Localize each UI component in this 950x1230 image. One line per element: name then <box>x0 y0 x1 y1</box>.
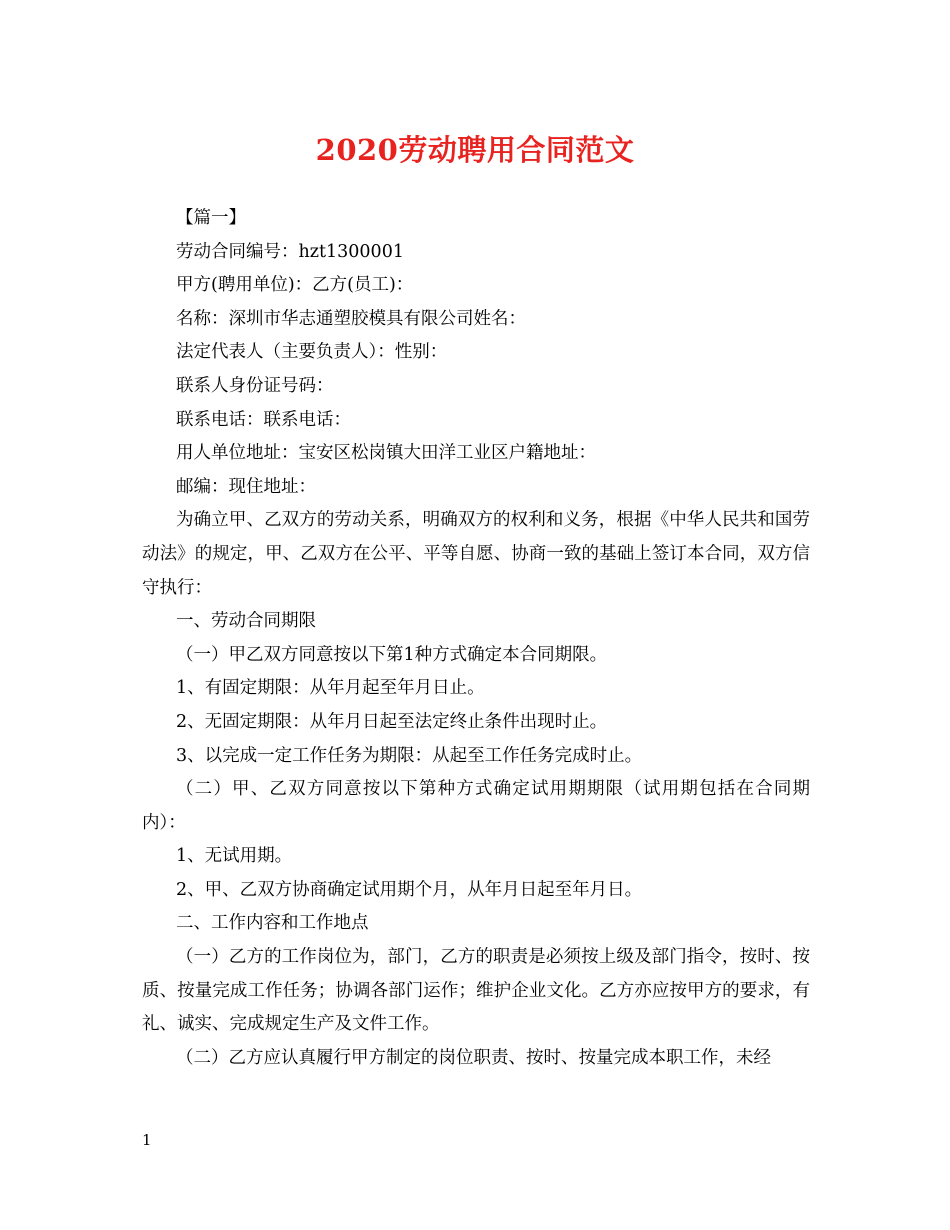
paragraph: 2、甲、乙双方协商确定试用期个月，从年月日起至年月日。 <box>176 879 643 900</box>
paragraph: 3、以完成一定工作任务为期限：从起至工作任务完成时止。 <box>176 745 643 766</box>
paragraph: （二）乙方应认真履行甲方制定的岗位职责、按时、按量完成本职工作，未经 <box>176 1047 771 1068</box>
paragraph: 名称：深圳市华志通塑胶模具有限公司姓名： <box>176 308 526 329</box>
paragraph: 2、无固定期限：从年月日起至法定终止条件出现时止。 <box>176 711 608 732</box>
document-body <box>142 202 810 1075</box>
paragraph: （一）甲乙双方同意按以下第1种方式确定本合同期限。 <box>176 644 608 665</box>
paragraph: 为确立甲、乙双方的劳动关系，明确双方的权利和义务，根据《中华人民共和国劳动法》的规定，甲、乙双方在公平、平等自愿、协商一致的基础上签订本合同，双方信守执行： <box>142 510 810 598</box>
paragraph: 劳动合同编号：hzt1300001 <box>176 241 404 262</box>
page-number: 1 <box>142 1131 152 1149</box>
paragraph: （一）乙方的工作岗位为，部门，乙方的职责是必须按上级及部门指令，按时、按质、按量完成工作任务；协调各部门运作；维护企业文化。乙方亦应按甲方的要求，有礼、诚实、完成规定生产及文件工作。 <box>142 947 810 1035</box>
paragraph: 联系电话：联系电话： <box>176 409 351 430</box>
paragraph: 【篇一】 <box>176 208 246 228</box>
document-title: 2020劳动聘用合同范文 <box>315 133 635 167</box>
paragraph: 邮编：现住地址： <box>176 476 316 497</box>
paragraph: 法定代表人（主要负责人）：性别： <box>176 342 448 363</box>
paragraph: （二）甲、乙双方同意按以下第种方式确定试用期期限（试用期包括在合同期内）： <box>142 779 810 833</box>
paragraph: 二、工作内容和工作地点 <box>176 913 369 934</box>
paragraph: 1、无试用期。 <box>176 846 293 867</box>
paragraph: 1、有固定期限：从年月起至年月日止。 <box>176 678 485 699</box>
paragraph: 联系人身份证号码： <box>176 375 334 396</box>
paragraph: 一、劳动合同期限 <box>176 611 316 632</box>
paragraph: 用人单位地址：宝安区松岗镇大田洋工业区户籍地址： <box>176 443 596 464</box>
paragraph: 甲方(聘用单位)：乙方(员工)： <box>176 275 414 296</box>
